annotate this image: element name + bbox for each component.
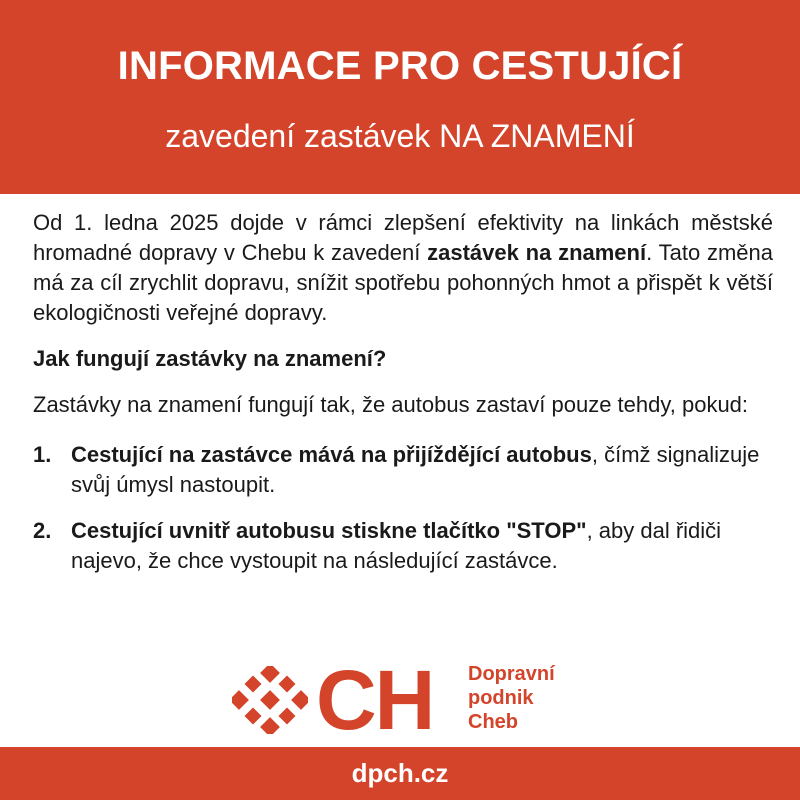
intro-paragraph: Zastávky na znamení fungují tak, že autobus zastaví pouze tehdy, pokud: bbox=[33, 392, 749, 417]
rule-item bbox=[33, 516, 773, 576]
rules-list bbox=[33, 440, 773, 576]
lead-paragraph bbox=[33, 208, 773, 328]
footer-banner bbox=[0, 747, 800, 800]
company-logo bbox=[232, 653, 572, 747]
rule-bold-text: Cestující uvnitř autobusu stiskne tlačítko "STOP" bbox=[71, 518, 587, 543]
company-name-line: Cheb bbox=[468, 711, 518, 733]
page-title: INFORMACE PRO CESTUJÍCÍ bbox=[117, 44, 683, 88]
rule-item bbox=[33, 440, 773, 500]
lead-text-end: . Tato změna má za cíl zrychlit dopravu, snížit spotřebu pohonných hmot a přispět k větší ekologičnosti veřejné dopravy. bbox=[33, 240, 773, 325]
header-banner bbox=[0, 0, 800, 194]
company-name-line: Dopravní bbox=[468, 663, 555, 685]
company-name-line: podnik bbox=[468, 687, 534, 709]
lead-text-start: Od 1. ledna 2025 dojde v rámci zlepšení efektivity na linkách městské hromadné dopravy v Chebu k zavedení bbox=[33, 210, 773, 265]
page-subtitle: zavedení zastávek NA ZNAMENÍ bbox=[165, 118, 635, 154]
rule-text: , čímž signalizuje svůj úmysl nastoupit. bbox=[71, 442, 760, 497]
question-heading: Jak fungují zastávky na znamení? bbox=[33, 346, 387, 371]
rule-number: 2. bbox=[33, 518, 52, 543]
rule-text: , aby dal řidiči najevo, že chce vystoupit na následující zastávce. bbox=[71, 518, 722, 573]
notice-body bbox=[33, 208, 773, 592]
rule-bold-text: Cestující na zastávce mává na přijíždějící autobus bbox=[71, 442, 592, 467]
lead-text-bold: zastávek na znamení bbox=[427, 240, 647, 265]
website-url: dpch.cz bbox=[351, 758, 449, 788]
dpch-lattice-icon bbox=[232, 666, 308, 734]
rule-number: 1. bbox=[33, 442, 52, 467]
logo-letters: CH bbox=[316, 653, 434, 747]
company-name bbox=[468, 662, 555, 734]
